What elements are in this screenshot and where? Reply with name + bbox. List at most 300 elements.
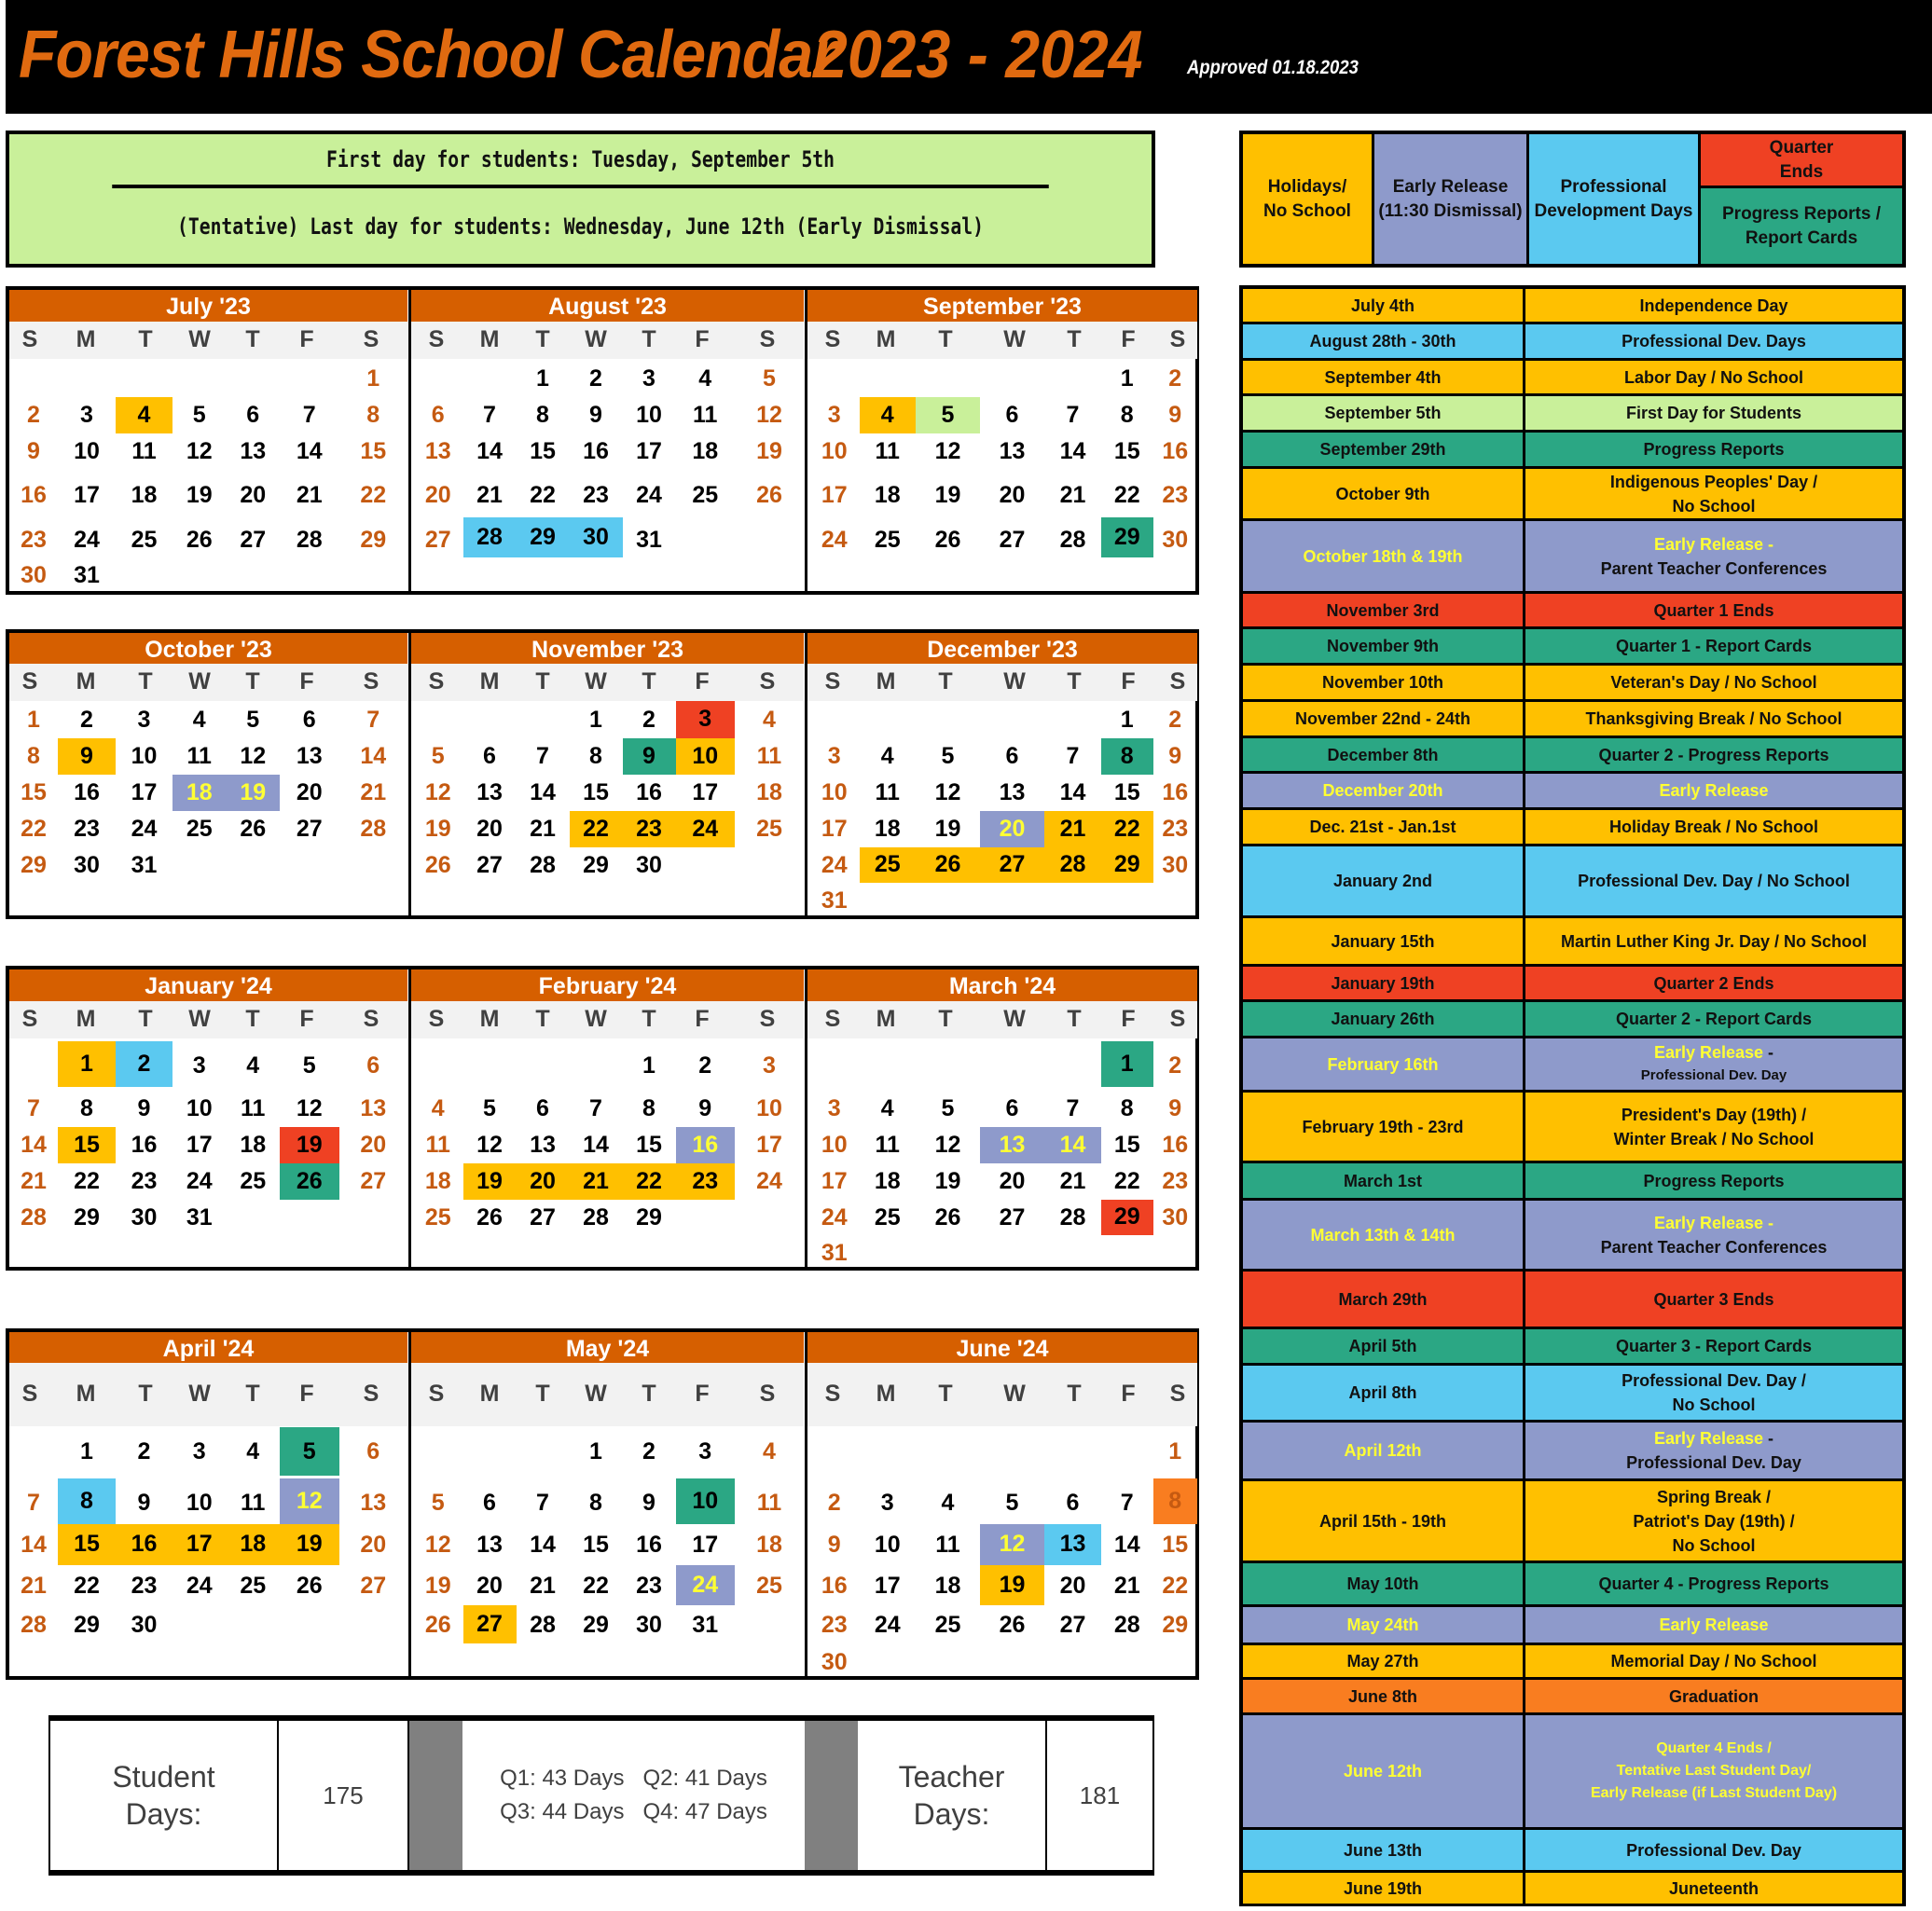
calendar-day: 15 <box>1113 437 1140 464</box>
calendar-day: 11 <box>241 1094 266 1121</box>
calendar-day: 17 <box>692 778 719 805</box>
calendar-day: 9 <box>58 738 116 775</box>
calendar-day: 14 <box>1059 778 1086 805</box>
event-highlight-text: Early Release <box>1659 1615 1769 1634</box>
calendar-day: 6 <box>483 742 496 769</box>
calendar-day: 21 <box>476 481 503 508</box>
calendar-day: 31 <box>131 851 158 878</box>
calendar-day: 15 <box>1162 1531 1189 1558</box>
calendar-day: 13 <box>424 437 451 464</box>
calendar-day: 20 <box>476 815 503 842</box>
calendar-day: 24 <box>74 526 100 553</box>
calendar-day: 12 <box>934 437 961 464</box>
day-count-footer <box>48 1715 1154 1876</box>
weekday-label: T <box>535 1381 550 1407</box>
q3-days: Q3: 44 Days <box>500 1799 625 1824</box>
calendar-day: 14 <box>21 1531 47 1558</box>
weekday-label: S <box>428 1381 445 1407</box>
calendar-day: 27 <box>476 851 503 878</box>
weekday-label: W <box>1003 326 1026 352</box>
event-date: August 28th - 30th <box>1243 324 1525 358</box>
calendar-day: 6 <box>431 401 445 428</box>
calendar-day: 29 <box>1101 847 1153 884</box>
calendar-day: 13 <box>476 1531 503 1558</box>
event-row <box>1243 846 1902 915</box>
weekday-label: T <box>642 668 656 694</box>
calendar-day: 3 <box>192 1437 206 1464</box>
calendar-day: 17 <box>131 778 158 805</box>
calendar-day: 5 <box>941 742 955 769</box>
weekday-label: T <box>1067 1006 1082 1032</box>
calendar-day: 27 <box>999 526 1026 553</box>
weekday-label: T <box>1067 668 1082 694</box>
calendar-day: 13 <box>1044 1524 1101 1566</box>
calendar-day: 2 <box>589 364 602 392</box>
calendar-day: 20 <box>360 1531 387 1558</box>
calendar-day: 13 <box>476 778 503 805</box>
calendar-day: 29 <box>636 1203 662 1230</box>
event-description <box>1525 1607 1902 1643</box>
first-day-text: First day for students: Tuesday, September 5th <box>112 134 1049 188</box>
calendar-day: 26 <box>296 1572 323 1599</box>
event-row <box>1243 1873 1902 1904</box>
calendar-day: 2 <box>827 1489 841 1516</box>
student-days-label: Student Days: <box>50 1721 279 1870</box>
calendar-day: 21 <box>1044 811 1101 847</box>
calendar-day: 25 <box>240 1572 267 1599</box>
month-header: February '24 <box>411 969 804 1003</box>
calendar-day: 27 <box>1059 1611 1086 1638</box>
calendar-day: 19 <box>280 1127 339 1163</box>
event-highlight-text: Early Release <box>1653 1042 1764 1062</box>
event-row <box>1243 521 1902 591</box>
calendar-day: 28 <box>1059 526 1086 553</box>
calendar-day: 27 <box>240 526 267 553</box>
weekday-label: S <box>824 668 841 694</box>
weekday-label: T <box>642 1006 656 1032</box>
month-divider <box>408 1328 411 1680</box>
calendar-day: 10 <box>186 1489 213 1516</box>
calendar-day: 18 <box>756 778 782 805</box>
calendar-day: 18 <box>424 1167 451 1194</box>
event-date: April 5th <box>1243 1329 1525 1363</box>
calendar-day: 1 <box>589 706 602 733</box>
calendar-day: 17 <box>821 1167 848 1194</box>
weekday-label: S <box>363 1381 380 1407</box>
calendar-day: 5 <box>763 364 776 392</box>
event-text: Quarter 2 - Progress Reports <box>1598 745 1829 764</box>
event-date: September 4th <box>1243 361 1525 393</box>
weekday-label: T <box>938 1381 953 1407</box>
event-description <box>1525 810 1902 844</box>
calendar-day: 16 <box>676 1127 736 1163</box>
event-text: Indigenous Peoples' Day / No School <box>1609 472 1818 516</box>
calendar-day: 24 <box>756 1167 782 1194</box>
calendar-day: 8 <box>1153 1478 1198 1524</box>
calendar-day: 23 <box>1162 481 1189 508</box>
calendar-day: 7 <box>27 1094 40 1121</box>
weekday-label: T <box>1067 1381 1082 1407</box>
calendar-day: 11 <box>875 437 900 464</box>
calendar-day: 23 <box>623 811 676 847</box>
calendar-day: 28 <box>583 1203 609 1230</box>
weekday-label: F <box>299 668 314 694</box>
calendar-day: 2 <box>116 1041 172 1087</box>
weekday-label: S <box>363 326 380 352</box>
calendar-day: 15 <box>530 437 556 464</box>
calendar-day: 4 <box>246 1052 260 1079</box>
weekday-label: F <box>299 1381 314 1407</box>
event-description <box>1525 324 1902 358</box>
calendar-day: 26 <box>934 1203 961 1230</box>
weekday-label: F <box>1121 1381 1136 1407</box>
calendar-day: 8 <box>1120 401 1134 428</box>
calendar-day: 20 <box>360 1131 387 1158</box>
calendar-day: 23 <box>636 1572 662 1599</box>
calendar-day: 19 <box>980 1565 1044 1605</box>
weekday-row <box>411 1001 804 1038</box>
weekday-label: F <box>1121 326 1136 352</box>
calendar-day: 14 <box>476 437 503 464</box>
calendar-day: 6 <box>366 1052 380 1079</box>
event-row <box>1243 1038 1902 1090</box>
event-text: Independence Day <box>1639 296 1788 315</box>
calendar-day: 26 <box>424 851 451 878</box>
weekday-label: M <box>876 326 896 352</box>
calendar-day: 1 <box>536 364 549 392</box>
event-description <box>1525 1481 1902 1560</box>
calendar-day: 22 <box>360 481 387 508</box>
calendar-day: 10 <box>676 1478 736 1524</box>
calendar-day: 7 <box>302 401 316 428</box>
calendar-day: 25 <box>934 1611 961 1638</box>
event-text: Quarter 1 Ends <box>1653 600 1774 620</box>
event-description <box>1525 594 1902 626</box>
legend-early-release: Early Release (11:30 Dismissal) <box>1374 134 1526 264</box>
weekday-row <box>411 664 804 701</box>
event-date: June 19th <box>1243 1873 1525 1904</box>
event-text: Professional Dev. Day <box>1626 1840 1801 1860</box>
weekday-label: M <box>479 1381 500 1407</box>
event-description <box>1525 289 1902 322</box>
event-description <box>1525 469 1902 518</box>
calendar-day: 26 <box>424 1611 451 1638</box>
event-row <box>1243 629 1902 663</box>
calendar-day: 1 <box>642 1052 656 1079</box>
calendar-day: 9 <box>827 1531 841 1558</box>
calendar-day: 10 <box>74 437 100 464</box>
event-row <box>1243 1002 1902 1036</box>
calendar-day: 11 <box>875 778 900 805</box>
weekday-label: S <box>759 1381 776 1407</box>
event-date: September 29th <box>1243 433 1525 466</box>
event-date: April 12th <box>1243 1423 1525 1478</box>
calendar-day: 3 <box>137 706 151 733</box>
event-highlight-text: Early Release <box>1653 1429 1764 1448</box>
calendar-day: 25 <box>240 1167 267 1194</box>
month-header: June '24 <box>807 1332 1197 1366</box>
calendar-day: 30 <box>636 851 662 878</box>
event-date: April 15th - 19th <box>1243 1481 1525 1560</box>
calendar-day: 30 <box>131 1611 158 1638</box>
weekday-label: F <box>695 1381 710 1407</box>
weekday-label: M <box>76 1381 96 1407</box>
calendar-day: 11 <box>756 742 782 769</box>
event-description <box>1525 1272 1902 1327</box>
weekday-label: S <box>428 1006 445 1032</box>
calendar-day: 19 <box>424 815 451 842</box>
event-row <box>1243 738 1902 771</box>
calendar-day: 3 <box>676 701 736 738</box>
event-date: June 13th <box>1243 1830 1525 1870</box>
event-date: November 3rd <box>1243 594 1525 626</box>
weekday-label: F <box>1121 668 1136 694</box>
event-description <box>1525 433 1902 466</box>
calendar-day: 15 <box>58 1524 116 1566</box>
event-row <box>1243 1201 1902 1269</box>
weekday-label: W <box>1003 1381 1026 1407</box>
month-divider <box>805 629 807 919</box>
calendar-day: 27 <box>296 815 323 842</box>
calendar-day: 7 <box>1066 1094 1080 1121</box>
month-header: May '24 <box>411 1332 804 1366</box>
calendar-day: 20 <box>1059 1572 1086 1599</box>
calendar-day: 26 <box>916 847 980 884</box>
weekday-label: T <box>138 326 153 352</box>
event-description <box>1525 1163 1902 1198</box>
event-description <box>1525 967 1902 999</box>
calendar-day: 23 <box>131 1572 158 1599</box>
calendar-day: 12 <box>424 778 451 805</box>
teacher-days-label: Teacher Days: <box>858 1721 1047 1870</box>
weekday-label: S <box>759 326 776 352</box>
event-row <box>1243 918 1902 964</box>
calendar-day: 25 <box>756 1572 782 1599</box>
event-text: Martin Luther King Jr. Day / No School <box>1560 931 1868 951</box>
event-text: Professional Dev. Day / No School <box>1578 872 1850 890</box>
calendar-day: 29 <box>74 1611 100 1638</box>
calendar-day: 26 <box>240 815 267 842</box>
weekday-label: M <box>479 1006 500 1032</box>
calendar-day: 21 <box>360 778 387 805</box>
calendar-day: 8 <box>536 401 549 428</box>
calendar-day: 5 <box>916 397 980 433</box>
calendar-day: 24 <box>636 481 662 508</box>
weekday-label: W <box>585 326 607 352</box>
event-description <box>1525 1680 1902 1712</box>
school-year: 2023 - 2024 <box>813 18 1143 92</box>
calendar-day: 19 <box>280 1524 339 1566</box>
event-text: Quarter 3 Ends <box>1653 1289 1774 1309</box>
calendar-day: 21 <box>1113 1572 1140 1599</box>
calendar-day: 16 <box>1162 437 1189 464</box>
calendar-day: 12 <box>296 1094 323 1121</box>
event-date: June 8th <box>1243 1680 1525 1712</box>
calendar-day: 31 <box>821 1239 848 1266</box>
event-row <box>1243 810 1902 844</box>
event-row <box>1243 1163 1902 1198</box>
calendar-day: 13 <box>999 778 1026 805</box>
event-row <box>1243 702 1902 736</box>
calendar-day: 25 <box>692 481 719 508</box>
calendar-day: 1 <box>58 1041 116 1087</box>
calendar-day: 12 <box>240 742 267 769</box>
weekday-label: S <box>21 1006 38 1032</box>
divider-right <box>805 1721 858 1870</box>
calendar-day: 27 <box>980 847 1044 884</box>
calendar-day: 30 <box>131 1203 158 1230</box>
event-row <box>1243 1329 1902 1363</box>
weekday-label: F <box>695 1006 710 1032</box>
event-highlight-text: Early Release - <box>1653 534 1774 554</box>
weekday-label: T <box>245 1381 260 1407</box>
calendar-day: 11 <box>241 1489 266 1516</box>
q1-days: Q1: 43 Days <box>500 1766 625 1791</box>
calendar-day: 11 <box>131 437 157 464</box>
weekday-label: S <box>21 326 38 352</box>
calendar-day: 31 <box>636 526 662 553</box>
month-divider <box>805 966 807 1271</box>
calendar-day: 18 <box>240 1131 267 1158</box>
calendar-day: 10 <box>636 401 662 428</box>
calendar-day: 3 <box>827 742 841 769</box>
event-date: June 12th <box>1243 1715 1525 1827</box>
event-text: Graduation <box>1668 1686 1759 1706</box>
event-row <box>1243 1715 1902 1827</box>
calendar-day: 13 <box>980 1127 1044 1163</box>
calendar-day: 12 <box>934 1131 961 1158</box>
legend-prof-dev: Professional Development Days <box>1529 134 1698 264</box>
weekday-label: S <box>1169 326 1186 352</box>
event-description <box>1525 738 1902 771</box>
event-row <box>1243 1680 1902 1712</box>
calendar-day: 6 <box>1005 1094 1019 1121</box>
calendar-day: 3 <box>642 364 656 392</box>
event-description <box>1525 629 1902 663</box>
calendar-day: 24 <box>676 811 736 847</box>
event-text: Professional Dev. Day / No School <box>1622 1371 1806 1414</box>
calendar-day: 22 <box>1162 1572 1189 1599</box>
weekday-label: S <box>759 1006 776 1032</box>
calendar-day: 29 <box>1101 1200 1153 1236</box>
calendar-day: 24 <box>186 1167 213 1194</box>
calendar-day: 18 <box>874 815 901 842</box>
event-description <box>1525 774 1902 807</box>
weekday-row <box>807 322 1197 359</box>
calendar-day: 5 <box>302 1052 316 1079</box>
calendar-day: 22 <box>1113 481 1140 508</box>
event-highlight-suffix: - <box>1763 1429 1774 1448</box>
weekday-label: S <box>824 326 841 352</box>
calendar-day: 25 <box>874 1203 901 1230</box>
calendar-day: 14 <box>530 1531 556 1558</box>
weekday-label: T <box>138 668 153 694</box>
calendar-day: 10 <box>756 1094 782 1121</box>
calendar-day: 22 <box>1101 811 1153 847</box>
weekday-label: M <box>76 326 96 352</box>
event-text: Professional Dev. Day <box>1640 1066 1787 1083</box>
calendar-day: 15 <box>1113 778 1140 805</box>
month-header: November '23 <box>411 633 804 667</box>
event-date: November 22nd - 24th <box>1243 702 1525 736</box>
weekday-label: T <box>938 326 953 352</box>
calendar-day: 4 <box>860 397 917 433</box>
weekday-label: W <box>585 668 607 694</box>
student-days-value: 175 <box>279 1721 409 1870</box>
event-description <box>1525 1038 1902 1090</box>
event-date: May 27th <box>1243 1645 1525 1677</box>
last-day-text: (Tentative) Last day for students: Wednesday, June 12th (Early Dismissal) <box>177 213 984 240</box>
calendar-day: 16 <box>74 778 100 805</box>
calendar-day: 8 <box>366 401 380 428</box>
event-row <box>1243 1366 1902 1420</box>
calendar-day: 28 <box>1044 847 1101 884</box>
calendar-day: 4 <box>880 1094 894 1121</box>
calendar-day: 31 <box>821 887 848 914</box>
q2-days: Q2: 41 Days <box>642 1766 767 1791</box>
calendar-day: 24 <box>131 815 158 842</box>
calendar-day: 5 <box>192 401 206 428</box>
event-date: November 10th <box>1243 666 1525 699</box>
calendar-day: 23 <box>583 481 609 508</box>
calendar-day: 24 <box>676 1565 736 1605</box>
weekday-label: W <box>1003 1006 1026 1032</box>
event-text: Quarter 4 - Progress Reports <box>1598 1574 1829 1593</box>
event-row <box>1243 666 1902 699</box>
calendar-day: 12 <box>980 1524 1044 1566</box>
calendar-day: 12 <box>756 401 782 428</box>
calendar-day: 18 <box>692 437 719 464</box>
calendar-day: 4 <box>763 1437 776 1464</box>
calendar-day: 9 <box>1168 401 1182 428</box>
calendar-day: 30 <box>570 517 623 557</box>
color-legend <box>1239 131 1906 268</box>
event-date: Dec. 21st - Jan.1st <box>1243 810 1525 844</box>
teacher-days-value: 181 <box>1079 1780 1121 1809</box>
weekday-label: M <box>76 668 96 694</box>
calendar-day: 1 <box>1120 706 1134 733</box>
weekday-row <box>807 1001 1197 1038</box>
calendar-day: 2 <box>1168 364 1182 392</box>
calendar-day: 10 <box>821 437 848 464</box>
weekday-label: T <box>245 1006 260 1032</box>
calendar-day: 12 <box>476 1131 503 1158</box>
calendar-day: 14 <box>296 437 323 464</box>
calendar-day: 18 <box>172 775 227 811</box>
weekday-label: S <box>1169 668 1186 694</box>
events-list <box>1239 285 1906 1906</box>
event-text: President's Day (19th) / Winter Break / No School <box>1613 1105 1815 1148</box>
calendar-day: 29 <box>1162 1611 1189 1638</box>
calendar-day: 20 <box>980 811 1044 847</box>
calendar-day: 29 <box>1101 517 1153 557</box>
event-row <box>1243 594 1902 626</box>
event-description <box>1525 1366 1902 1420</box>
calendar-day: 16 <box>21 481 47 508</box>
calendar-day: 6 <box>536 1094 549 1121</box>
calendar-day: 24 <box>821 851 848 878</box>
weekday-label: T <box>245 668 260 694</box>
event-description <box>1525 1201 1902 1269</box>
calendar-day: 9 <box>27 437 40 464</box>
calendar-day: 18 <box>874 481 901 508</box>
calendar-day: 29 <box>517 517 570 557</box>
weekday-label: W <box>188 668 211 694</box>
calendar-day: 25 <box>756 815 782 842</box>
event-text: Veteran's Day / No School <box>1610 673 1817 692</box>
weekday-label: M <box>479 668 500 694</box>
calendar-day: 6 <box>1005 742 1019 769</box>
